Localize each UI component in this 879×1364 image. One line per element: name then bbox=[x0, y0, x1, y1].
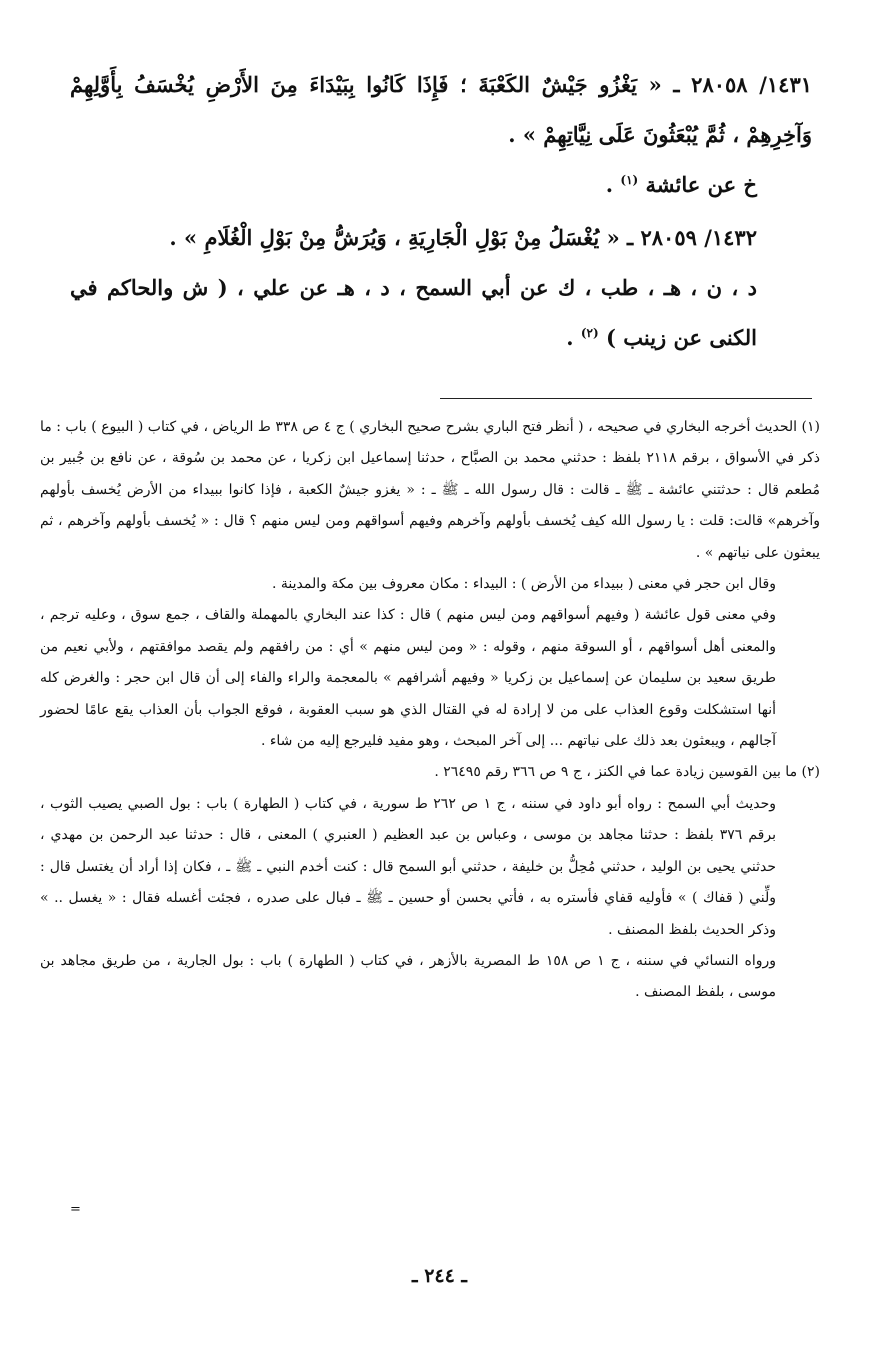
footnote-2 bbox=[40, 757, 820, 788]
end-dot: . bbox=[605, 172, 621, 197]
hadith-1431-source bbox=[70, 160, 812, 213]
source-text: د ، ن ، هـ ، طب ، ك عن أبي السمح ، د ، هـ عن علي ، ( ش والحاكم في الكنى عن زينب ) bbox=[70, 275, 757, 350]
footnotes bbox=[40, 412, 820, 1009]
footnote-ref-2: (٢) bbox=[580, 326, 599, 340]
footnote-text: ما بين القوسين زيادة عما في الكنز ، ج ٩ ص ٣٦٦ رقم ٢٦٤٩٥ . bbox=[434, 764, 798, 781]
footnote-1 bbox=[40, 412, 820, 569]
footnote-1-para-2: وقال ابن حجر في معنى ( ببيداء من الأرض ) : البيداء : مكان معروف بين مكة والمدينة . bbox=[271, 576, 776, 593]
footnote-text: الحديث أخرجه البخاري في صحيحه ، ( أنظر فتح الباري بشرح صحيح البخاري ) ج ٤ ص ٣٣٨ ط الرياض ، في كتاب ( البيوع ) باب : ما ذكر في الأسواق ، برقم ٢١١٨ بلفظ : حدثني محمد بن الصبَّاح ، حدثنا إسماعيل ابن زكريا ، عن محمد بن سُوقة ، عن نافع بن جُبير بن مُطعم قال : حدثتني عائشة ـ ﷺ ـ قالت : قال رسول الله ـ ﷺ ـ : « يغزو جيشٌ الكعبة ، فإذا كانوا ببيداء من الأرض يُخسف بأولهم وآخرهم» قالت: قلت : يا رسول الله كيف يُخسف بأولهم وآخرهم وفيهم أسواقهم ومن ليس منهم ؟ قال : « يُخسف بأولهم وآخرهم ، ثم يبعثون على نياتهم » . bbox=[40, 419, 820, 561]
footnote-2-para-2: وحديث أبي السمح : رواه أبو داود في سننه ، ج ١ ص ٢٦٢ ط سورية ، في كتاب ( الطهارة ) باب : بول الصبي يصيب الثوب ، برقم ٣٧٦ بلفظ : حدثنا مجاهد بن موسى ، وعباس بن عبد العظيم ( العنبري ) المعنى ، قال : حدثنا عبد الرحمن بن مهدي ، حدثني يحيى بن الوليد ، حدثني مُحِلُّ بن خليفة ، حدثني أبو السمح قال : كنت أخدم النبي ـ ﷺ ـ ، فكان إذا أراد أن يغتسل قال : ولِّني ( قفاك ) » فأوليه قفاي فأستره به ، فأتي بحسن أو حسين ـ ﷺ ـ فبال على صدره ، فجئت أغسله فقال : « يغسل .. » وذكر الحديث بلفظ المصنف . bbox=[40, 795, 776, 938]
footnote-divider bbox=[440, 398, 812, 399]
footnote-ref-1: (١) bbox=[620, 173, 639, 187]
page-number: ـ ٢٤٤ ـ bbox=[412, 1265, 467, 1287]
hadith-section bbox=[70, 60, 812, 366]
source-text: خ عن عائشة bbox=[645, 172, 757, 197]
footnote-1-para-3: وفي معنى قول عائشة ( وفيهم أسواقهم ومن ليس منهم ) قال : كذا عند البخاري بالمهملة والقاف ، جمع سوق ، وعليه ترجم ، والمعنى أهل أسواقهم ، أو السوقة منهم ، وقوله : « ومن ليس منهم » أي : من رافقهم ولم يقصد موافقتهم ، ولأبي نعيم من طريق سعيد بن سليمان عن إسماعيل بن زكريا « وفيهم أشرافهم » بالمعجمة والراء والفاء إلى أن قال ابن حجر : والغرض كله أنها استشكلت وقوع العذاب على من لا إرادة له في القتال الذي هو سبب العقوبة ، فوقع الجواب بأن العذاب يقع عامًا لحضور آجالهم ، ويبعثون بعد ذلك على نياتهم ... إلى آخر المبحث ، وهو مفيد فليرجع إليه من شاء . bbox=[40, 607, 776, 750]
footnote-number: (١) bbox=[801, 419, 820, 435]
hadith-1432: ١٤٣٢/ ٢٨٠٥٩ ـ « يُغْسَلُ مِنْ بَوْلِ الْجَارِيَةِ ، وَيُرَشُّ مِنْ بَوْلِ الْغُلَامِ » . bbox=[169, 225, 757, 250]
end-dot: . bbox=[566, 325, 581, 350]
hadith-1432-source bbox=[70, 263, 812, 366]
footnote-2-para-3: ورواه النسائي في سننه ، ج ١ ص ١٥٨ ط المصرية بالأزهر ، في كتاب ( الطهارة ) باب : بول الجارية ، من طريق مجاهد بن موسى ، بلفظ المصنف . bbox=[40, 952, 776, 1001]
footnote-number: (٢) bbox=[801, 764, 820, 781]
continuation-mark: = bbox=[70, 1202, 81, 1217]
hadith-1431: ١٤٣١/ ٢٨٠٥٨ ـ « يَغْزُو جَيْشٌ الكَعْبَةَ ؛ فَإِذَا كَانُوا بِبَيْدَاءَ مِنَ الأَرْضِ يُخْسَفُ بِأَوَّلِهِمْ وَآخِرِهِمْ ، ثُمَّ يُبْعَثُونَ عَلَى نِيَّاتِهِمْ » . bbox=[70, 72, 813, 147]
